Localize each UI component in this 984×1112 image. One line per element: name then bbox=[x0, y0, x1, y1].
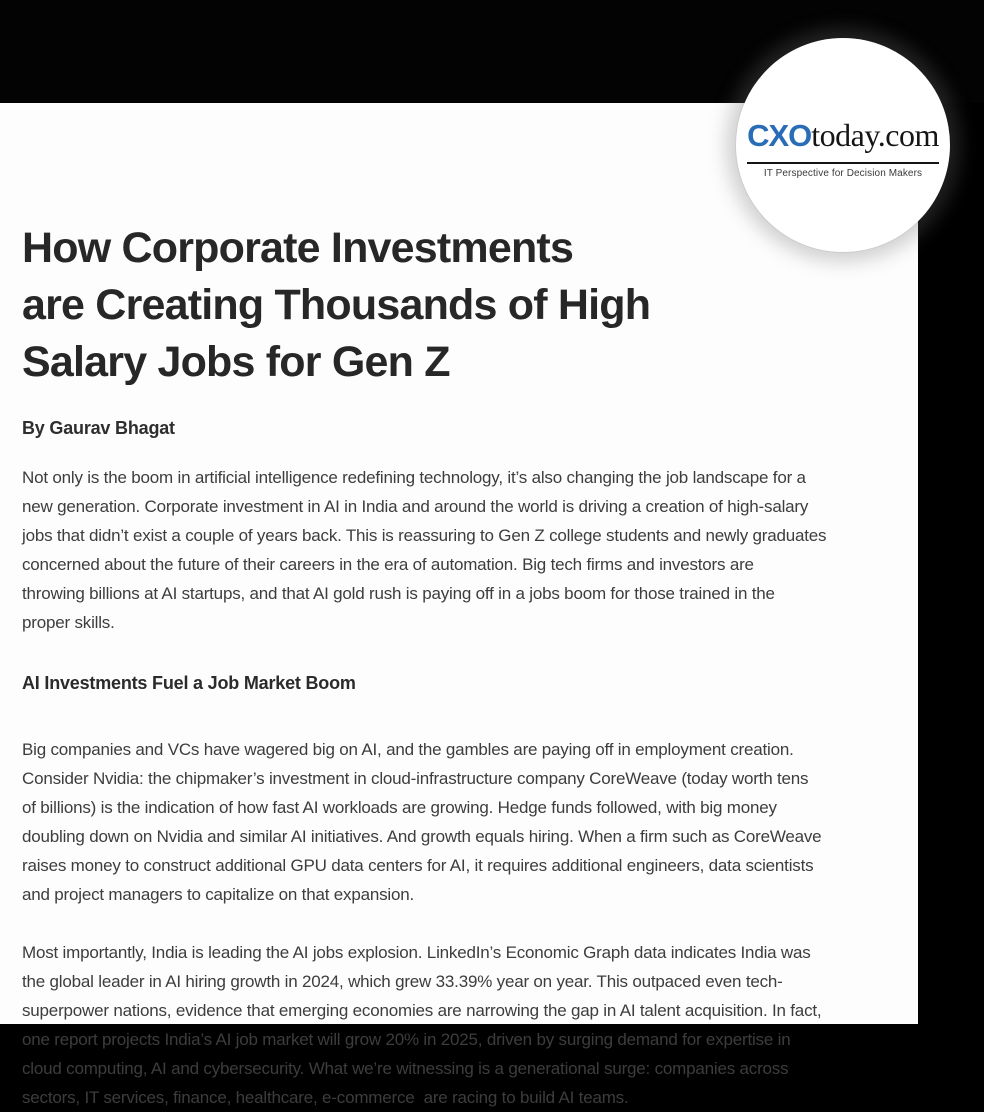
text-line: Most importantly, India is leading the AI jobs explosion. LinkedIn’s Economic Graph data indicates India was bbox=[22, 943, 811, 962]
article-panel bbox=[0, 103, 918, 1107]
title-line: are Creating Thousands of High bbox=[22, 281, 651, 329]
text-line: Big companies and VCs have wagered big on AI, and the gambles are paying off in employment creation. bbox=[22, 740, 794, 759]
text-line: doubling down on Nvidia and similar AI initiatives. And growth equals hiring. When a firm such as CoreWeave bbox=[22, 827, 822, 846]
text-line: Consider Nvidia: the chipmaker’s investment in cloud-infrastructure company CoreWeave (today worth tens bbox=[22, 769, 809, 788]
text-line: superpower nations, evidence that emerging economies are narrowing the gap in AI talent acquisition. In fact, bbox=[22, 1001, 822, 1020]
cxotoday-logo[interactable] bbox=[736, 38, 950, 252]
text-line: the global leader in AI hiring growth in 2024, which grew 33.39% year on year. This outpaced even tech- bbox=[22, 972, 783, 991]
text-line: and project managers to capitalize on that expansion. bbox=[22, 885, 414, 904]
text-line: jobs that didn’t exist a couple of years back. This is reassuring to Gen Z college students and newly graduates bbox=[22, 526, 827, 545]
title-line: How Corporate Investments bbox=[22, 224, 574, 272]
article-byline: By Gaurav Bhagat bbox=[22, 418, 175, 438]
text-line: new generation. Corporate investment in AI in India and around the world is driving a creation of high-salary bbox=[22, 497, 809, 516]
article-paragraph-1 bbox=[22, 463, 918, 637]
article-title bbox=[22, 220, 650, 391]
text-line: raises money to construct additional GPU data centers for AI, it requires additional engineers, data scientists bbox=[22, 856, 814, 875]
cxo-brand-text: CXO bbox=[747, 117, 812, 153]
title-line: Salary Jobs for Gen Z bbox=[22, 338, 450, 386]
todaycom-brand-text: today.com bbox=[811, 116, 939, 153]
text-line: Not only is the boom in artificial intelligence redefining technology, it’s also changing the job landscape for a bbox=[22, 468, 806, 487]
article-paragraph-2 bbox=[22, 735, 918, 909]
section-heading: AI Investments Fuel a Job Market Boom bbox=[22, 673, 356, 693]
text-line: one report projects India’s AI job market will grow 20% in 2025, driven by surging demand for expertise in bbox=[22, 1030, 791, 1049]
text-line: throwing billions at AI startups, and that AI gold rush is paying off in a jobs boom for those trained in the bbox=[22, 584, 775, 603]
cxotoday-wordmark bbox=[747, 118, 939, 164]
text-line: of billions) is the indication of how fast AI workloads are growing. Hedge funds followed, with big money bbox=[22, 798, 777, 817]
cxotoday-logo-inner bbox=[747, 112, 939, 179]
text-line: concerned about the future of their careers in the era of automation. Big tech firms and investors are bbox=[22, 555, 754, 574]
article-paragraph-3 bbox=[22, 938, 918, 1112]
text-line: sectors, IT services, finance, healthcare, e-commerce are racing to build AI teams. bbox=[22, 1088, 629, 1107]
logo-tagline: IT Perspective for Decision Makers bbox=[763, 167, 923, 179]
text-line: proper skills. bbox=[22, 613, 115, 632]
text-line: cloud computing, AI and cybersecurity. What we’re witnessing is a generational surge: companies across bbox=[22, 1059, 789, 1078]
